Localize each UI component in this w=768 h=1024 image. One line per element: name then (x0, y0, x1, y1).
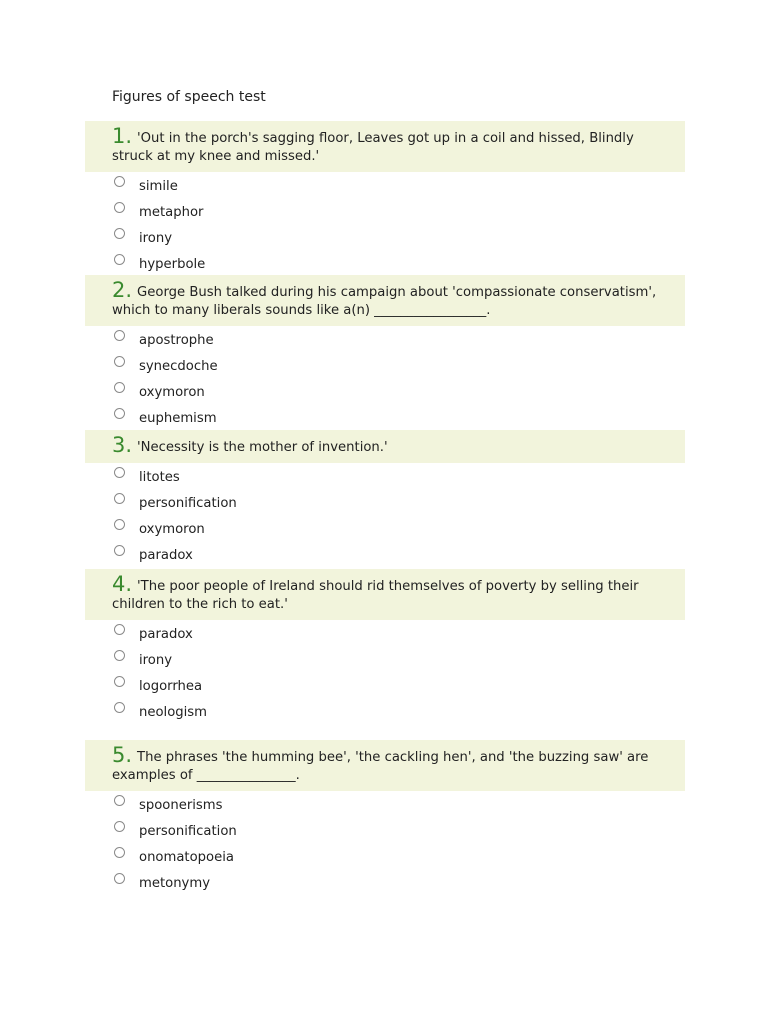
radio-button[interactable] (114, 795, 125, 806)
answer-option[interactable] (85, 620, 685, 646)
radio-button[interactable] (114, 356, 125, 367)
answer-options (85, 463, 685, 567)
answer-option[interactable] (85, 791, 685, 817)
option-label: logorrhea (139, 679, 203, 694)
option-label: paradox (139, 627, 193, 642)
answer-option[interactable] (85, 463, 685, 489)
radio-button[interactable] (114, 202, 125, 213)
question-number: 1. (112, 124, 133, 148)
answer-option[interactable] (85, 404, 685, 430)
option-label: simile (139, 179, 178, 194)
radio-button[interactable] (114, 493, 125, 504)
radio-button[interactable] (114, 176, 125, 187)
question-3 (85, 430, 685, 567)
answer-options (85, 172, 685, 276)
radio-button[interactable] (114, 254, 125, 265)
question-number: 5. (112, 743, 133, 767)
answer-option[interactable] (85, 646, 685, 672)
question-5 (85, 740, 685, 895)
question-number: 2. (112, 278, 133, 302)
option-label: onomatopoeia (139, 850, 234, 865)
answer-option[interactable] (85, 843, 685, 869)
radio-button[interactable] (114, 676, 125, 687)
answer-option[interactable] (85, 224, 685, 250)
radio-button[interactable] (114, 408, 125, 419)
option-label: personification (139, 496, 237, 511)
radio-button[interactable] (114, 702, 125, 713)
question-text: 'Out in the porch's sagging floor, Leaves got up in a coil and hissed, Blindly struck at my knee and missed.' (112, 131, 634, 164)
radio-button[interactable] (114, 382, 125, 393)
question-text: George Bush talked during his campaign about 'compassionate conservatism', which to many liberals sounds like a(n) _________________. (112, 285, 657, 318)
answer-options (85, 791, 685, 895)
answer-option[interactable] (85, 541, 685, 567)
answer-option[interactable] (85, 672, 685, 698)
option-label: litotes (139, 470, 180, 485)
answer-option[interactable] (85, 352, 685, 378)
question-number: 4. (112, 572, 133, 596)
answer-option[interactable] (85, 378, 685, 404)
radio-button[interactable] (114, 873, 125, 884)
radio-button[interactable] (114, 545, 125, 556)
option-label: spoonerisms (139, 798, 223, 813)
option-label: oxymoron (139, 522, 205, 537)
option-label: hyperbole (139, 257, 206, 272)
answer-option[interactable] (85, 326, 685, 352)
option-label: neologism (139, 705, 208, 720)
option-label: euphemism (139, 411, 217, 426)
radio-button[interactable] (114, 228, 125, 239)
answer-option[interactable] (85, 489, 685, 515)
question-banner (85, 121, 685, 172)
question-banner (85, 740, 685, 791)
option-label: oxymoron (139, 385, 205, 400)
page-title: Figures of speech test (112, 89, 266, 105)
answer-option[interactable] (85, 172, 685, 198)
answer-option[interactable] (85, 869, 685, 895)
option-label: irony (139, 231, 173, 246)
radio-button[interactable] (114, 330, 125, 341)
answer-option[interactable] (85, 698, 685, 724)
question-4 (85, 569, 685, 724)
option-label: metaphor (139, 205, 204, 220)
answer-option[interactable] (85, 817, 685, 843)
radio-button[interactable] (114, 650, 125, 661)
question-text: The phrases 'the humming bee', 'the cackling hen', and 'the buzzing saw' are examples of _______________. (112, 750, 649, 783)
question-banner (85, 569, 685, 620)
question-2 (85, 275, 685, 430)
option-label: paradox (139, 548, 193, 563)
radio-button[interactable] (114, 821, 125, 832)
option-label: synecdoche (139, 359, 218, 374)
question-banner (85, 430, 685, 463)
question-text: 'The poor people of Ireland should rid themselves of poverty by selling their children to the rich to eat.' (112, 579, 639, 612)
answer-options (85, 620, 685, 724)
answer-option[interactable] (85, 250, 685, 276)
option-label: apostrophe (139, 333, 214, 348)
radio-button[interactable] (114, 467, 125, 478)
question-number: 3. (112, 433, 133, 457)
radio-button[interactable] (114, 847, 125, 858)
answer-option[interactable] (85, 515, 685, 541)
answer-options (85, 326, 685, 430)
radio-button[interactable] (114, 519, 125, 530)
option-label: metonymy (139, 876, 211, 891)
question-banner (85, 275, 685, 326)
question-1 (85, 121, 685, 276)
answer-option[interactable] (85, 198, 685, 224)
radio-button[interactable] (114, 624, 125, 635)
option-label: personification (139, 824, 237, 839)
question-text: 'Necessity is the mother of invention.' (137, 440, 388, 455)
option-label: irony (139, 653, 173, 668)
